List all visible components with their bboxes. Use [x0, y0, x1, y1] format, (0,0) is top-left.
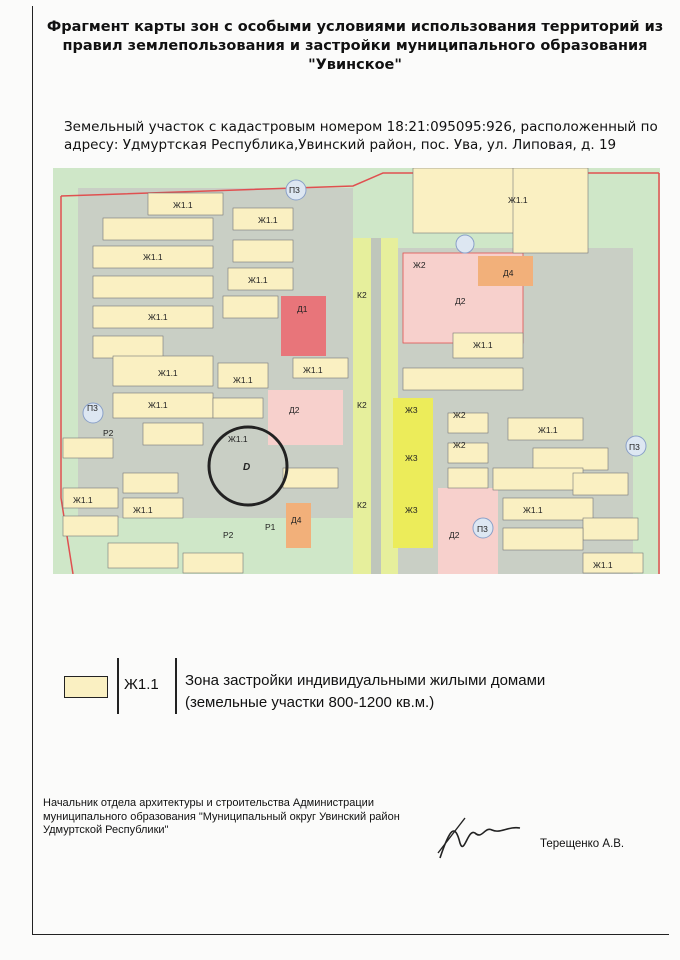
zone-label: Ж1.1	[148, 400, 168, 410]
legend-divider	[175, 658, 177, 714]
zone-zh3	[393, 398, 433, 548]
signer-name: Терещенко А.В.	[540, 838, 625, 850]
zone-label: П3	[629, 442, 640, 452]
zone-label: Ж1.1	[233, 375, 253, 385]
zone-label: Ж1.1	[173, 200, 193, 210]
zone-label: Ж1.1	[158, 368, 178, 378]
zone-label: Ж1.1	[73, 495, 93, 505]
zone-label: Ж2	[453, 440, 466, 450]
legend-description: Зона застройки индивидуальными жилыми домами (земельные участки 800-1200 кв.м.)	[185, 672, 546, 711]
zone-label: Ж1.1	[228, 434, 248, 444]
zone-label: Д1	[297, 304, 308, 314]
zone-label: Р1	[265, 522, 276, 532]
zone-label: Д2	[289, 405, 300, 415]
signature-drawing	[430, 808, 530, 868]
zoning-map	[53, 168, 660, 574]
zone-label: Ж1.1	[538, 425, 558, 435]
zone-label: Ж1.1	[133, 505, 153, 515]
zone-label: Ж3	[405, 453, 418, 463]
zone-label: Д4	[291, 515, 302, 525]
zone-label: Ж2	[453, 410, 466, 420]
zone-label: Ж1.1	[473, 340, 493, 350]
page-title: Фрагмент карты зон с особыми условиями использования территорий из правил землепользования и застройки муниципального образования "Увинское"	[46, 19, 664, 73]
zone-d4-south	[286, 503, 311, 548]
signer-position: Начальник отдела архитектуры и строительства Администрации муниципального образования "Муниципальный округ Увинский район Удмуртской Республики"	[43, 797, 400, 836]
zone-label: Ж1.1	[508, 195, 528, 205]
zone-label: П3	[477, 524, 488, 534]
zone-label: П3	[87, 403, 98, 413]
road-main	[371, 238, 381, 574]
zone-label: Ж1.1	[143, 252, 163, 262]
legend-code: Ж1.1	[124, 676, 159, 693]
zone-label: Ж3	[405, 505, 418, 515]
zone-d2-central	[268, 390, 343, 445]
zone-label: Ж2	[413, 260, 426, 270]
zone-label: Ж1.1	[258, 215, 278, 225]
zone-label: Р2	[223, 530, 234, 540]
zone-label: Ж1.1	[593, 560, 613, 570]
zone-label: Ж1.1	[523, 505, 543, 515]
zone-label: Р2	[103, 428, 114, 438]
zone-label: Д4	[503, 268, 514, 278]
parcel-marker: D	[243, 462, 251, 473]
parcel-description: Земельный участок с кадастровым номером 18:21:095095:926, расположенный по адресу: Удмуртская Республика,Увинский район, пос. Ува, ул. Липовая, д. 19	[64, 119, 658, 153]
zone-label: Д2	[455, 296, 466, 306]
zone-label: Ж3	[405, 405, 418, 415]
zone-label: К2	[357, 400, 367, 410]
legend-swatch	[64, 676, 108, 698]
zone-label: Ж1.1	[248, 275, 268, 285]
zone-label: К2	[357, 500, 367, 510]
zone-label: Ж1.1	[148, 312, 168, 322]
zone-label: Ж1.1	[303, 365, 323, 375]
zone-label: Д2	[449, 530, 460, 540]
legend-divider	[117, 658, 119, 714]
zone-label: К2	[357, 290, 367, 300]
zone-label: П3	[289, 185, 300, 195]
